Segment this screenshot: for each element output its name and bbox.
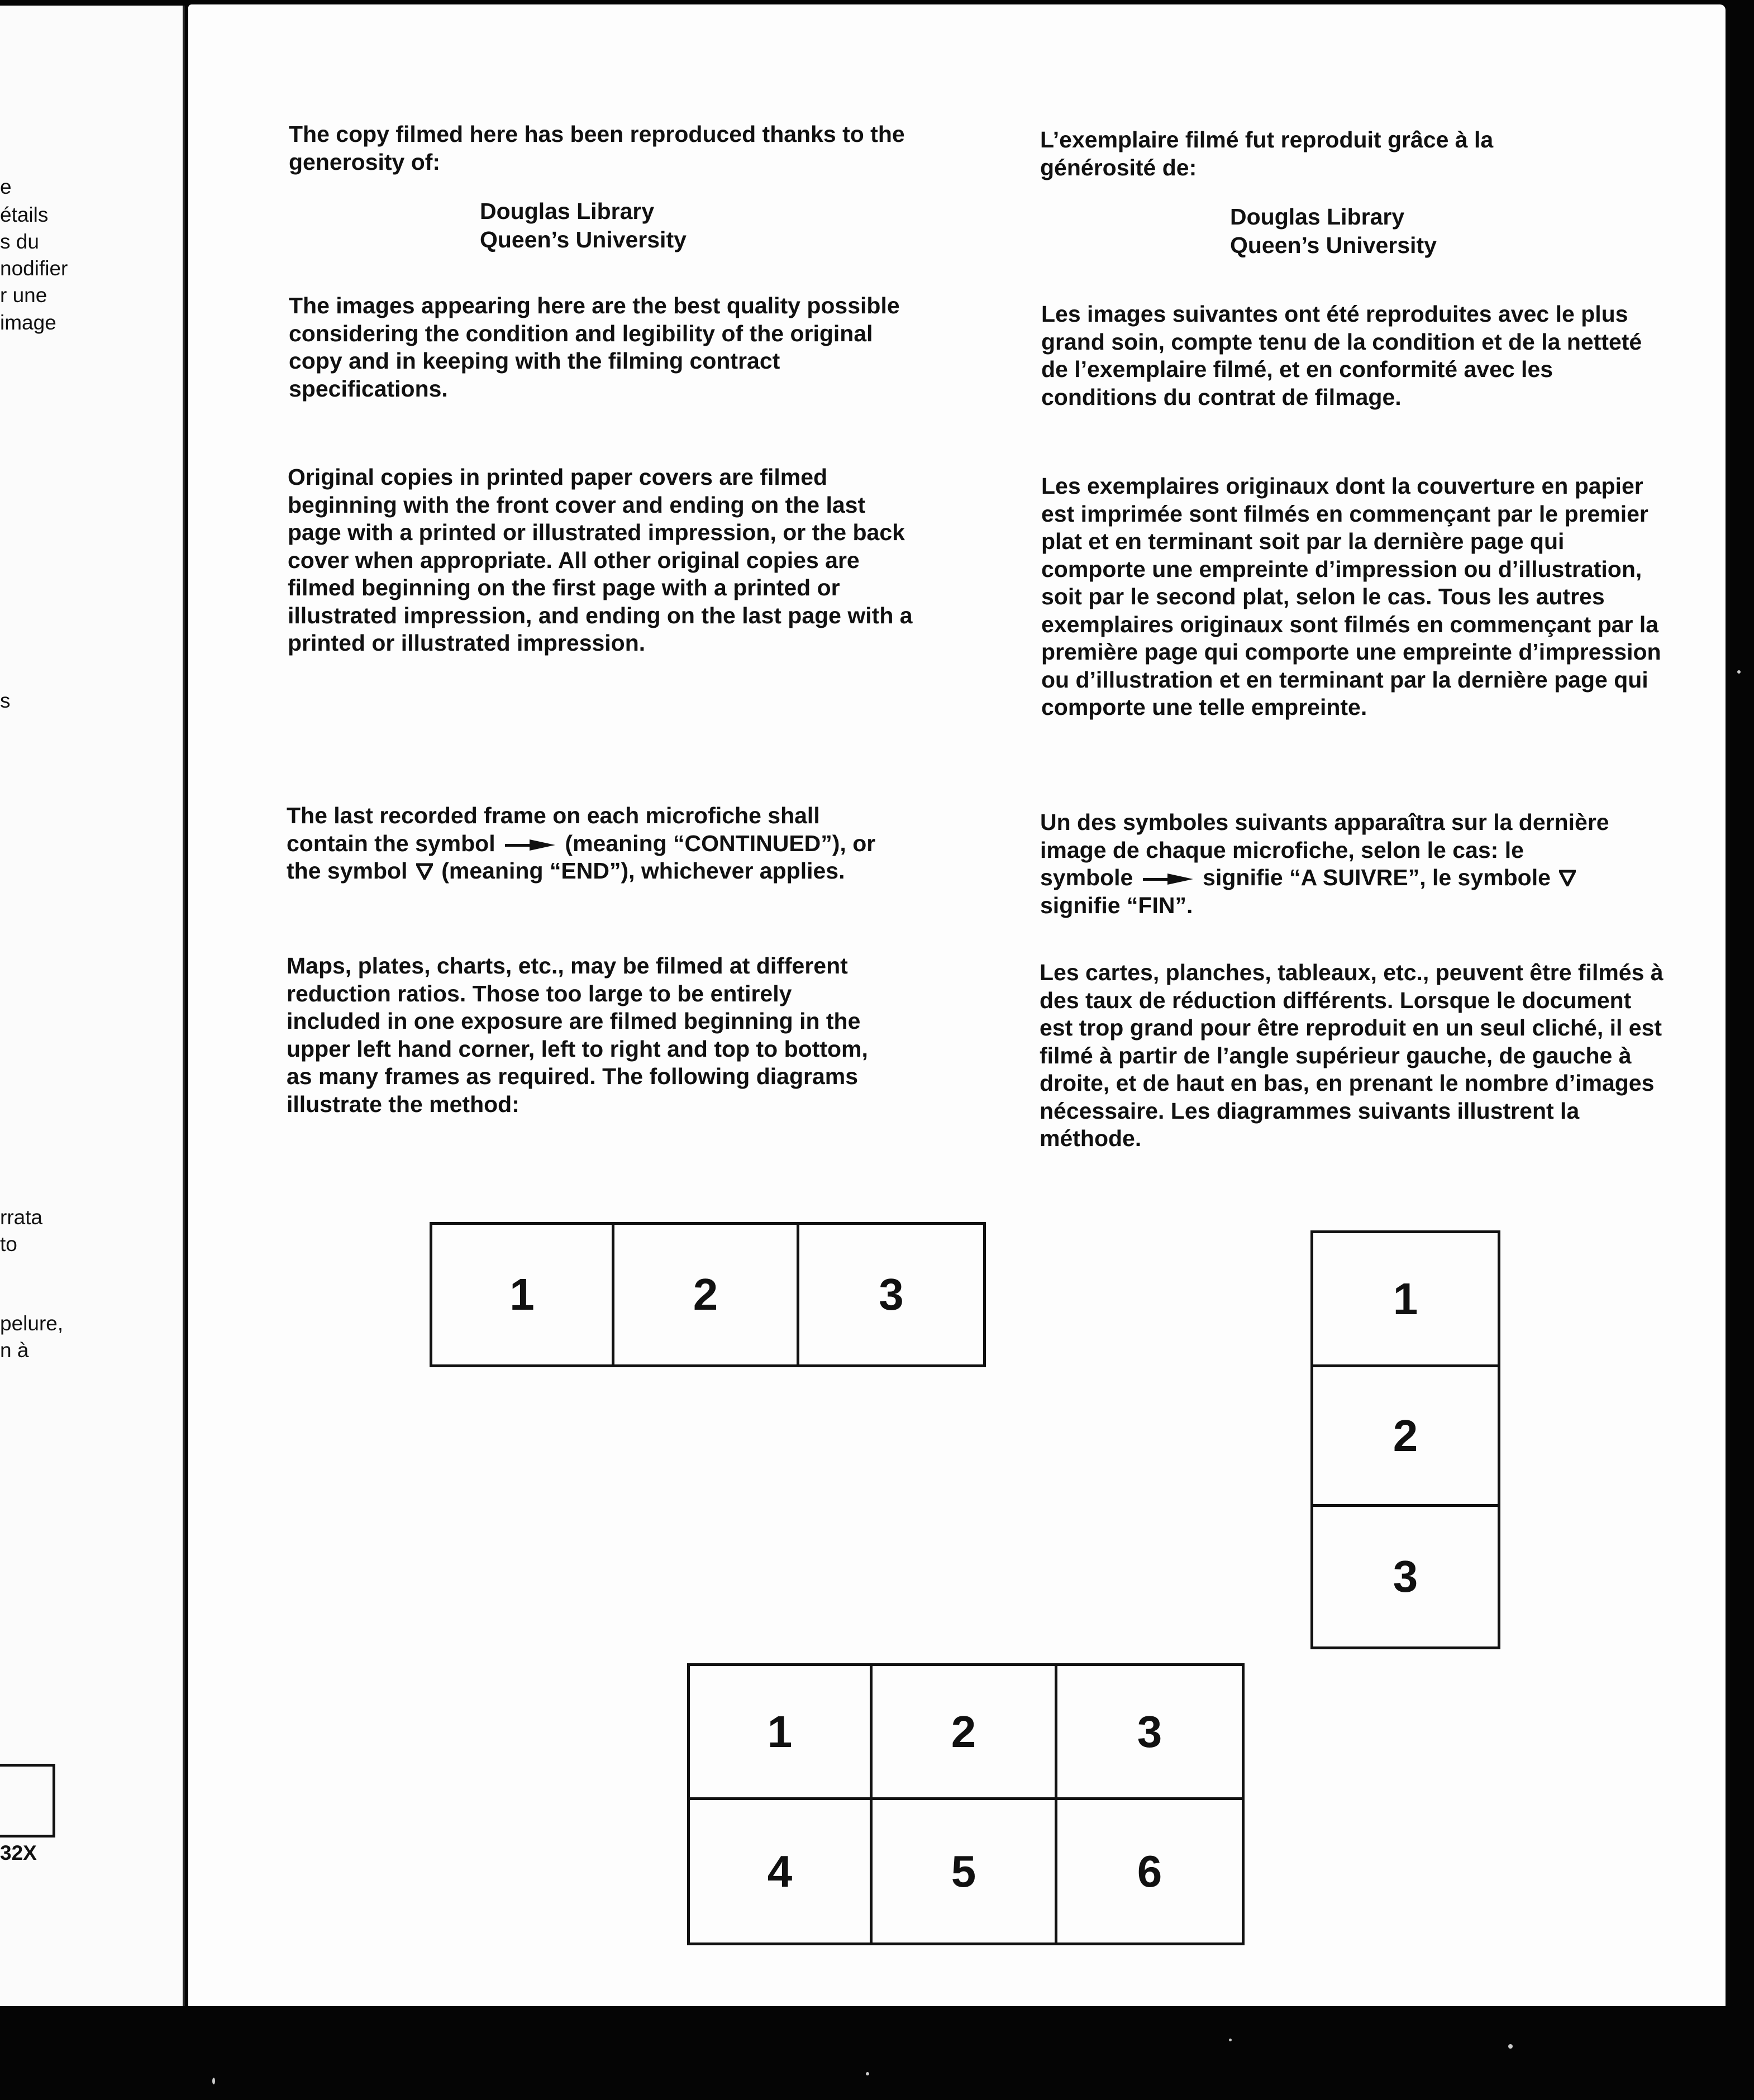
- library-name: Douglas Library: [1230, 204, 1405, 230]
- frame-cell: 1: [1313, 1233, 1498, 1367]
- frame-cell: 2: [614, 1225, 799, 1364]
- frame-cell: 3: [879, 1269, 904, 1319]
- text-fragment: image: [0, 311, 56, 334]
- university-name: Queen’s University: [1230, 232, 1437, 258]
- symbol-text: signifie “FIN”.: [1040, 892, 1193, 918]
- english-symbols-notice: [287, 802, 890, 885]
- text-fragment: pelure,: [0, 1312, 64, 1335]
- frame-cell: 3: [1057, 1666, 1242, 1800]
- triangle-down-icon: [1559, 870, 1576, 886]
- french-credit: [1230, 203, 1437, 260]
- french-maps-notice: Les cartes, planches, tableaux, etc., peuvent être filmés à des taux de réduction différents. Lorsque le document est trop grand pour être reproduit en un seul cliché, il est filmé à partir de l’angle supérieur gauche, de gauche à droite, et de haut en bas, en prenant le nombre d’images nécessaire. Les diagrammes suivants illustrent la méthode.: [1040, 960, 1664, 1151]
- arrow-right-icon: [505, 838, 555, 852]
- english-covers-notice: Original copies in printed paper covers are filmed beginning with the front cover and ending on the last page with a printed or illustrated impression, or the back cover when appropriate. All other original copies are filmed beginning on the first page with a printed or illustrated impression, and ending on the last page with a printed or illustrated impression.: [288, 464, 913, 656]
- text-fragment: e: [0, 175, 12, 198]
- text-fragment: s: [0, 689, 11, 712]
- text-fragment: s du: [0, 230, 39, 253]
- frame-cell: 2: [1313, 1367, 1498, 1507]
- english-credit: [480, 197, 687, 254]
- dust-speck: [866, 2072, 869, 2075]
- arrow-right-icon: [1143, 872, 1193, 886]
- vertical-frame-diagram: [1310, 1230, 1500, 1649]
- text-fragment: n à: [0, 1339, 29, 1362]
- library-name: Douglas Library: [480, 198, 655, 224]
- text-fragment: étails: [0, 203, 49, 226]
- frame-cell: 3: [1393, 1552, 1418, 1601]
- symbol-text: Un des symboles suivants apparaîtra sur la dernière image de chaque microfiche, selon le cas: le symbole: [1040, 809, 1609, 890]
- french-covers-notice: Les exemplaires originaux dont la couverture en papier est imprimée sont filmés en commençant par le premier plat et en terminant soit par la dernière page qui comporte une empreinte d’impression ou d’illustration, soit par le second plat, selon le cas. Tous les autres exemplaires originaux sont filmés en commençant par la première page qui comporte une empreinte d’impression ou d’illustration et en terminant par la dernière page qui comporte une telle empreinte.: [1041, 473, 1661, 720]
- scale-box: [0, 1764, 55, 1837]
- dust-speck: [1508, 2044, 1513, 2049]
- horizontal-frame-diagram: [430, 1222, 986, 1367]
- text-fragment: to: [0, 1233, 17, 1256]
- symbol-text: signifie “A SUIVRE”, le symbole: [1203, 865, 1551, 890]
- french-intro: L’exemplaire filmé fut reproduit grâce à la générosité de:: [1040, 127, 1494, 180]
- dust-speck: [212, 2078, 215, 2084]
- previous-page-edge: [0, 6, 185, 2006]
- reduction-label: 32X: [0, 1841, 37, 1864]
- frame-cell: 4: [690, 1800, 873, 1942]
- symbol-text: (meaning “END”), whichever applies.: [441, 858, 845, 884]
- english-quality-notice: The images appearing here are the best quality possible considering the condition and legibility of the original copy and in keeping with the filming contract specifications.: [289, 293, 900, 402]
- dust-speck: [1737, 670, 1741, 674]
- text-fragment: r une: [0, 284, 47, 307]
- french-quality-notice: Les images suivantes ont été reproduites avec le plus grand soin, compte tenu de la condition et de la netteté de l’exemplaire filmé, et en conformité avec les conditions du contrat de filmage.: [1041, 301, 1642, 410]
- document-page: [188, 4, 1726, 2006]
- frame-cell: 5: [873, 1800, 1057, 1942]
- frame-cell: 6: [1137, 1846, 1162, 1896]
- university-name: Queen’s University: [480, 227, 687, 252]
- french-symbols-notice: [1040, 809, 1621, 919]
- english-maps-notice: Maps, plates, charts, etc., may be filmed at different reduction ratios. Those too large to be entirely included in one exposure are filmed beginning in the upper left hand corner, left to right and top to bottom, as many frames as required. The following diagrams illustrate the method:: [287, 953, 868, 1117]
- frame-cell: 1: [690, 1666, 873, 1800]
- symbol-text: (meaning “CONTINUED”), or the symbol: [287, 830, 876, 884]
- text-fragment: rrata: [0, 1206, 43, 1229]
- frame-cell: 1: [432, 1225, 614, 1364]
- dust-speck: [1229, 2039, 1232, 2041]
- text-fragment: nodifier: [0, 257, 68, 280]
- english-intro: The copy filmed here has been reproduced thanks to the generosity of:: [289, 121, 905, 175]
- symbol-text: The last recorded frame on each microfiche shall contain the symbol: [287, 803, 820, 856]
- grid-frame-diagram: [687, 1663, 1245, 1945]
- triangle-down-icon: [416, 863, 433, 880]
- frame-cell: 2: [873, 1666, 1057, 1800]
